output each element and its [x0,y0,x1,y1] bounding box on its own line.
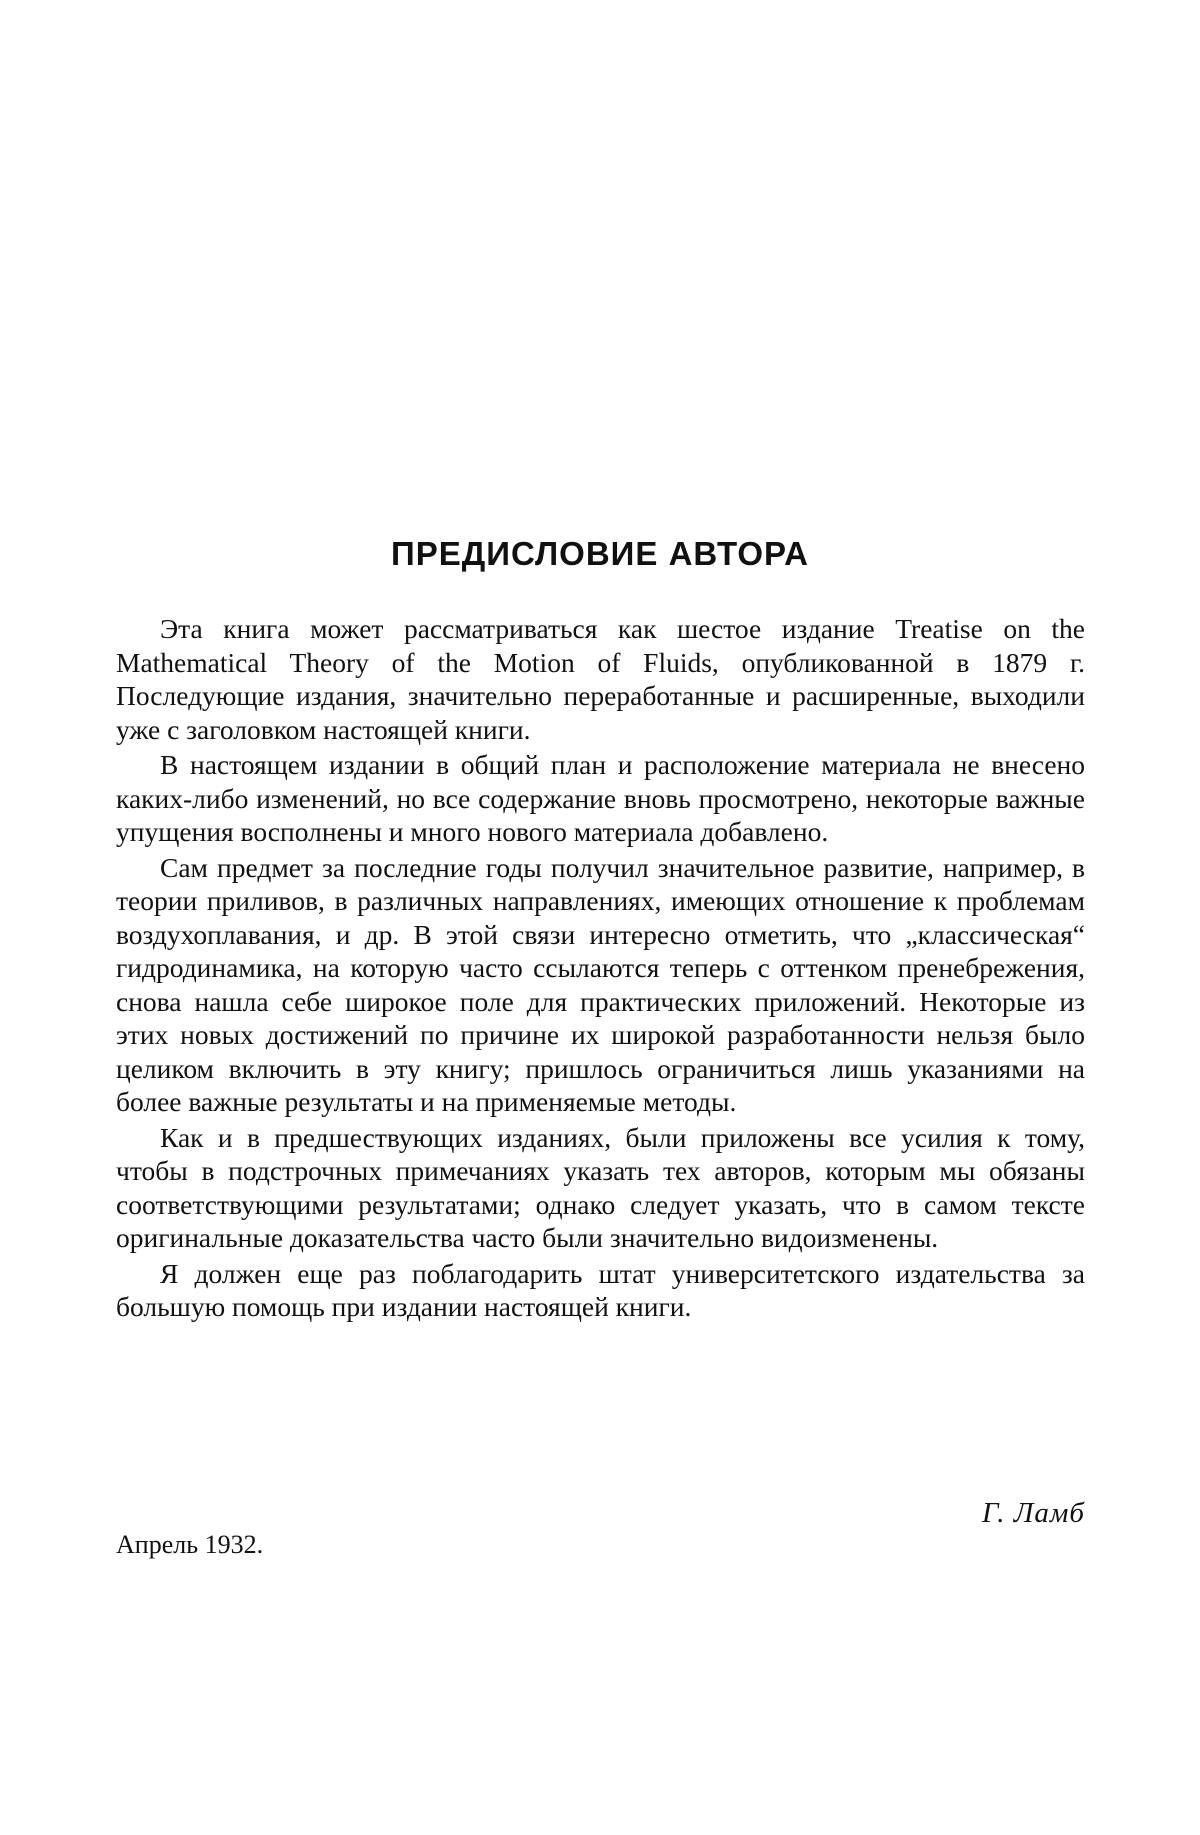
paragraph: Как и в предшествующих изданиях, были приложены все усилия к тому, чтобы в подстрочных примечаниях указать тех авторов, которым мы обязаны соответствующими результатами; однако следует указать, что в самом тексте оригинальные доказательства часто были значительно видоизменены. [116,1121,1085,1253]
paragraph: Эта книга может рассматриваться как шестое издание Treatise on the Mathematical Theory of the Motion of Fluids, опубликованной в 1879 г. Последующие издания, значительно переработанные и расширенные, выходили уже с заголовком настоящей книги. [116,613,1085,745]
page-title: ПРЕДИСЛОВИЕ АВТОРА [391,535,809,572]
paragraph: Сам предмет за последние годы получил значительное развитие, например, в теории приливов, в различных направлениях, имеющих отношение к проблемам воздухоплавания, и др. В этой связи интересно отметить, что „классическая“ гидродинамика, на которую часто ссылаются теперь с оттенком пренебрежения, снова нашла себе широкое поле для практических приложений. Некоторые из этих новых достижений по причине их широкой разработанности нельзя было целиком включить в эту книгу; пришлось ограничиться лишь указаниями на более важные результаты и на применяемые методы. [116,851,1085,1117]
paragraph: Я должен еще раз поблагодарить штат университетского издательства за большую помощь при издании настоящей книги. [116,1257,1085,1322]
author-signature: Г. Ламб [981,1497,1085,1529]
preface-date: Апрель 1932. [116,1530,264,1559]
preface-body [116,612,1085,1326]
paragraph: В настоящем издании в общий план и расположение материала не внесено каких-либо изменений, но все содержание вновь просмотрено, некоторые важные упущения восполнены и много нового материала добавлено. [116,749,1085,847]
